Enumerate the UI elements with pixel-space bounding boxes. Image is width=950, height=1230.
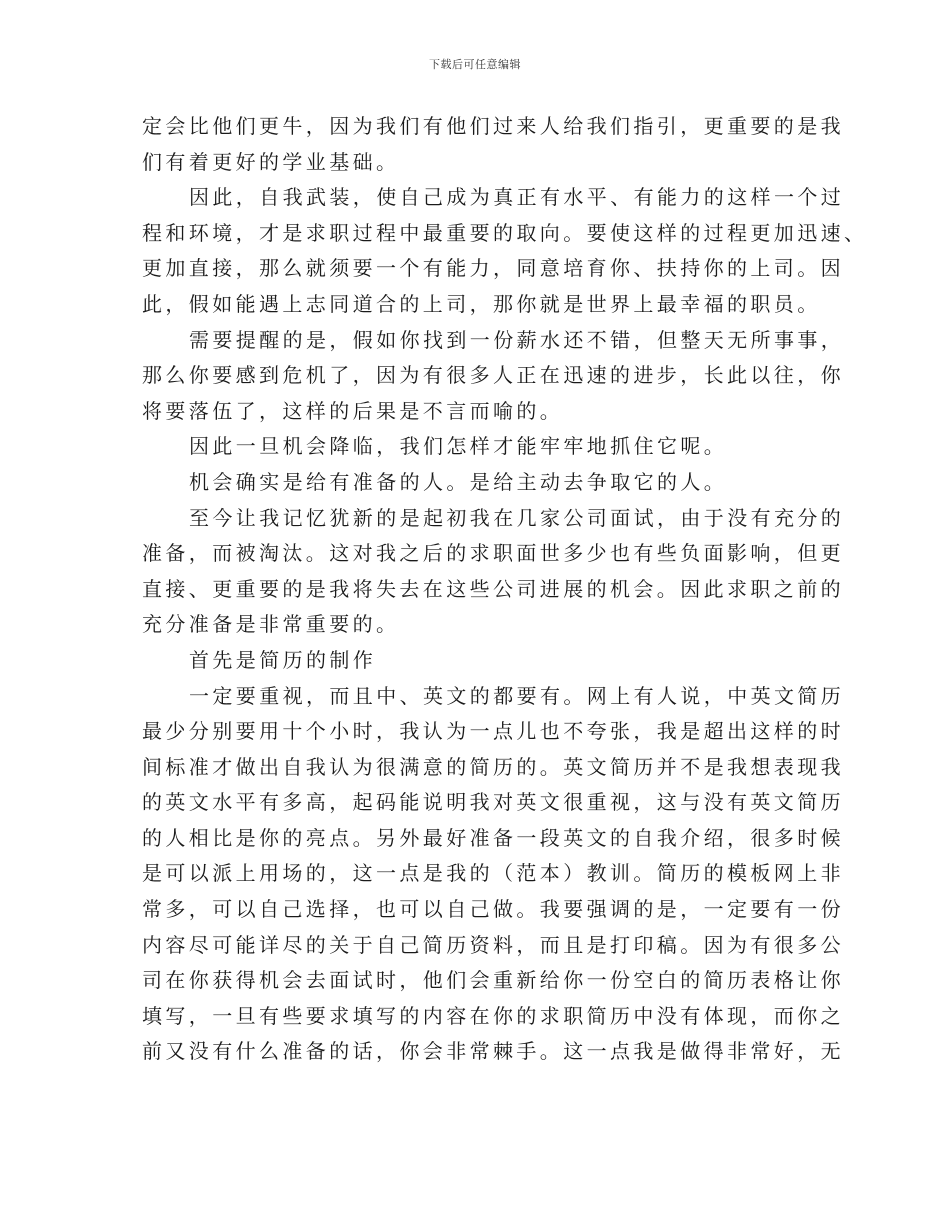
text-line: 将要落伍了，这样的后果是不言而喻的。 — [142, 398, 564, 423]
text-line: 的英文水平有多高，起码能说明我对英文很重视，这与没有英文简历 — [142, 790, 844, 815]
text-line: 定会比他们更牛，因为我们有他们过来人给我们指引，更重要的是我 — [142, 114, 844, 138]
text-line: 的人相比是你的亮点。另外最好准备一段英文的自我介绍，很多时候 — [142, 825, 844, 850]
text-line: 一定要重视，而且中、英文的都要有。网上有人说，中英文简历 — [189, 683, 845, 708]
text-line: 直接、更重要的是我将失去在这些公司进展的机会。因此求职之前的 — [142, 576, 844, 601]
text-line: 间标准才做出自我认为很满意的简历的。英文简历并不是我想表现我 — [142, 754, 844, 779]
body-text — [142, 109, 868, 1070]
text-line: 前又没有什么准备的话，你会非常棘手。这一点我是做得非常好，无 — [142, 1039, 844, 1064]
text-line: 程和环境，才是求职过程中最重要的取向。要使这样的过程更加迅速、 — [142, 220, 868, 245]
text-line: 更加直接，那么就须要一个有能力，同意培育你、扶持你的上司。因 — [142, 256, 844, 281]
text-line: 填写，一旦有些要求填写的内容在你的求职简历中没有体现，而你之 — [142, 1003, 844, 1028]
text-line: 充分准备是非常重要的。 — [142, 612, 400, 637]
text-line: 首先是简历的制作 — [189, 647, 377, 672]
text-line: 是可以派上用场的，这一点是我的（范本）教训。简历的模板网上非 — [142, 861, 844, 886]
text-line: 因此，自我武装，使自己成为真正有水平、有能力的这样一个过 — [189, 185, 845, 210]
text-line: 司在你获得机会去面试时，他们会重新给你一份空白的简历表格让你 — [142, 968, 844, 993]
text-line: 们有着更好的学业基础。 — [142, 149, 400, 174]
page-header: 下载后可任意编辑 — [429, 58, 521, 71]
text-line: 那么你要感到危机了，因为有很多人正在迅速的进步，长此以往，你 — [142, 363, 844, 388]
text-line: 内容尽可能详尽的关于自己简历资料，而且是打印稿。因为有很多公 — [142, 932, 844, 957]
text-line: 此，假如能遇上志同道合的上司，那你就是世界上最幸福的职员。 — [142, 291, 821, 316]
text-line: 至今让我记忆犹新的是起初我在几家公司面试，由于没有充分的 — [189, 505, 845, 530]
text-line: 因此一旦机会降临，我们怎样才能牢牢地抓住它呢。 — [189, 434, 728, 459]
text-line: 常多，可以自己选择，也可以自己做。我要强调的是，一定要有一份 — [142, 897, 844, 922]
text-line: 机会确实是给有准备的人。是给主动去争取它的人。 — [189, 469, 728, 494]
text-line: 需要提醒的是，假如你找到一份薪水还不错，但整天无所事事， — [189, 327, 845, 352]
text-line: 最少分别要用十个小时，我认为一点儿也不夸张，我是超出这样的时 — [142, 719, 844, 744]
text-line: 准备，而被淘汰。这对我之后的求职面世多少也有些负面影响，但更 — [142, 541, 844, 566]
